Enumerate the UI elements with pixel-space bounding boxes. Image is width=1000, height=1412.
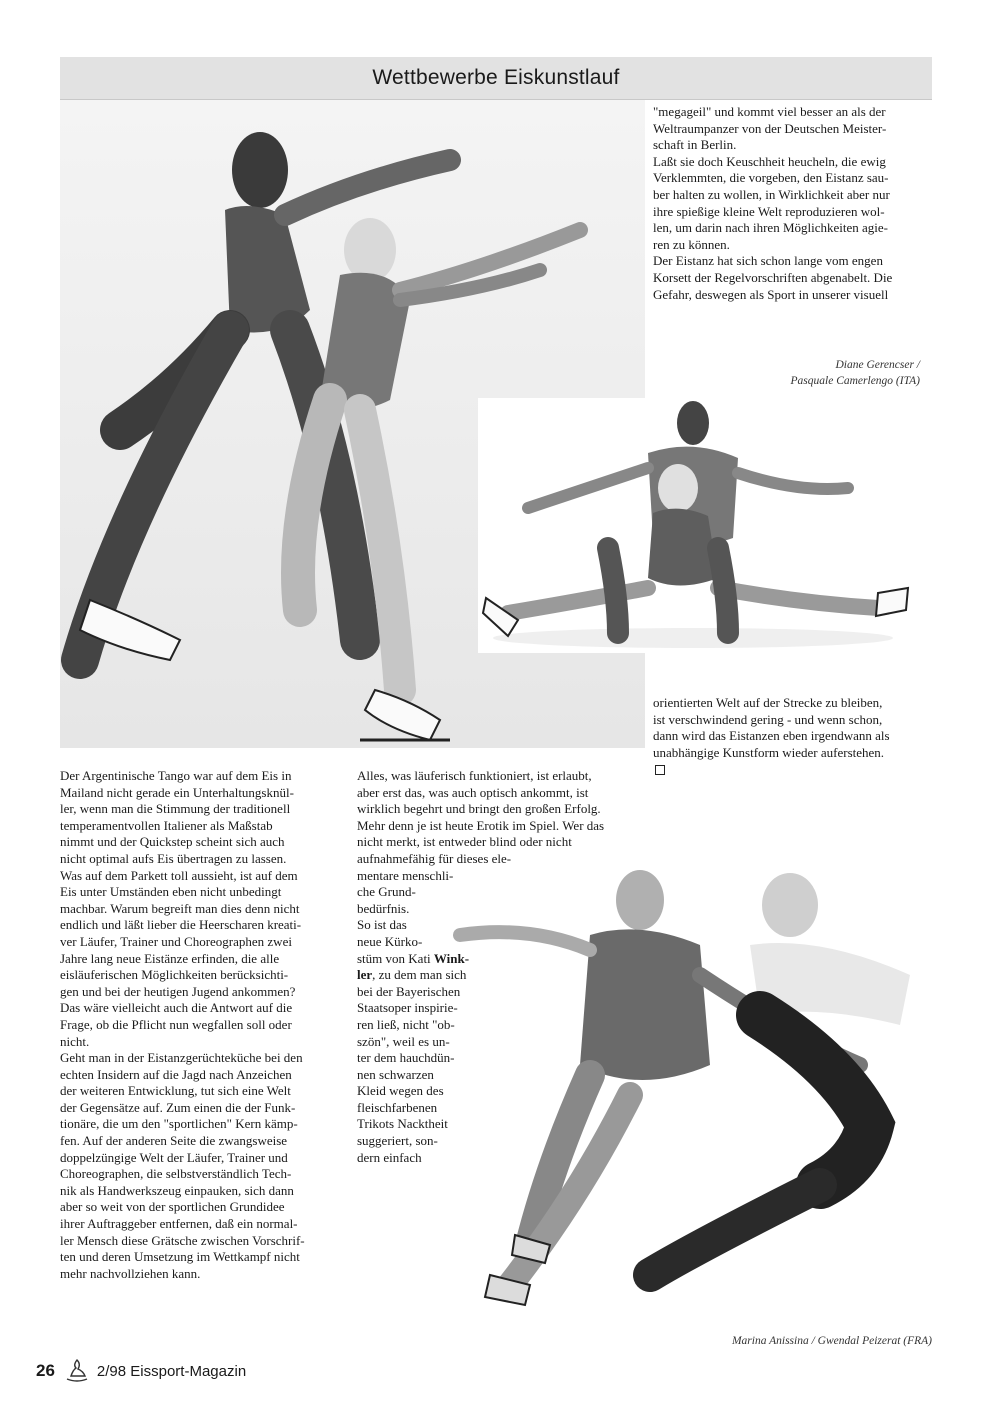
text-line: doppelzüngige Welt der Läufer, Trainer und [60, 1149, 288, 1165]
text-line: Kleid wegen des [357, 1083, 444, 1099]
text-line: eisläuferischen Möglichkeiten berücksichti- [60, 967, 289, 983]
text-line: orientierten Welt auf der Strecke zu bleiben, [653, 695, 883, 710]
caption-text: Marina Anissina / Gwendal Peizerat (FRA) [731, 1335, 932, 1347]
text-column-left [60, 768, 343, 1282]
text-column-right-top [653, 104, 933, 303]
text-line: Das wäre vielleicht auch die Antwort auf die [60, 1000, 293, 1016]
text-line: ver Läufer, Trainer und Choreographen zwei [60, 933, 292, 949]
text-line: Korsett der Regelvorschriften abgenabelt. Die [653, 269, 893, 285]
end-mark-line [653, 761, 933, 778]
issue-label: 2/98 Eissport-Magazin [96, 1362, 247, 1380]
text-wrap-medium [357, 951, 487, 1167]
text-line: Was auf dem Parkett toll aussieht, ist auf dem [60, 867, 298, 883]
text-line: aber so weit von der sportlichen Grundidee [60, 1199, 285, 1215]
text-line [357, 951, 487, 968]
text-line: fen. Auf der anderen Seite die zwangsweise [60, 1133, 288, 1149]
section-header-bar [60, 57, 932, 100]
text-line: mentare menschli- [357, 867, 454, 883]
photo-pair-split [478, 398, 930, 653]
text-line: ren ließ, nicht "ob- [357, 1016, 455, 1032]
text-fragment-bold: ler [357, 967, 373, 983]
text-line [357, 967, 487, 984]
text-line: ren zu können. [653, 236, 730, 252]
caption-line: Pasquale Camerlengo (ITA) [790, 375, 920, 387]
text-line: Trikots Nacktheit [357, 1116, 448, 1132]
text-line: endlich und läßt lieber die Heerscharen kreati- [60, 917, 302, 933]
text-line: fleischfarbenen [357, 1099, 438, 1115]
text-line: mehr nachvollziehen kann. [60, 1265, 201, 1281]
text-line: Geht man in der Eistanzgerüchteküche bei den [60, 1050, 303, 1066]
end-of-article-icon [655, 765, 665, 775]
text-line: Mailand nicht gerade ein Unterhaltungsknül- [60, 784, 294, 800]
text-line: temperamentvollen Italiener als Maßstab [60, 817, 273, 833]
text-line: che Grund- [357, 884, 416, 900]
text-line: Alles, was läuferisch funktioniert, ist erlaubt, [357, 768, 592, 783]
text-line: dern einfach [357, 1149, 422, 1165]
text-wrap-narrow [357, 868, 469, 951]
text-line: nen schwarzen [357, 1066, 434, 1082]
text-line: Der Eistanz hat sich schon lange vom engen [653, 253, 883, 269]
text-line: gen und bei der heutigen Jugend ankommen? [60, 983, 296, 999]
text-line: Frage, ob die Pflicht nun wegfallen soll oder [60, 1016, 292, 1032]
text-line: der weiteren Entwicklung, tut sich eine Welt [60, 1083, 291, 1099]
text-fragment-bold: Wink- [433, 950, 470, 966]
text-line: suggeriert, son- [357, 1133, 438, 1149]
text-line: Laßt sie doch Keuschheit heucheln, die ewig [653, 153, 886, 169]
text-line: Jahre lang neue Eistänze erfinden, die alle [60, 950, 280, 966]
text-line: "megageil" und kommt viel besser an als der [653, 104, 886, 119]
text-line: ler Mensch diese Grätsche zwischen Vorschrif- [60, 1232, 305, 1248]
text-line: echten Insidern auf die Jagd nach Anzeichen [60, 1066, 292, 1082]
caption-line: Diane Gerencser / [835, 359, 920, 371]
text-line: neue Kürko- [357, 933, 423, 949]
text-line: ler, wenn man die Stimmung der traditionell [60, 801, 291, 817]
text-line: ist verschwindend gering - und wenn schon, [653, 711, 883, 727]
text-line: nicht optimal aufs Eis übertragen zu lassen. [60, 850, 287, 866]
text-line: dann wird das Eistanzen eben irgendwann als [653, 728, 890, 744]
text-line: Weltraumpanzer von der Deutschen Meister- [653, 120, 887, 136]
photo-caption-bottom [620, 1333, 932, 1349]
text-fragment: , zu dem man sich [372, 967, 467, 983]
text-line: ter dem hauchdün- [357, 1050, 455, 1066]
text-line: ihre spießige kleine Welt reproduzieren wol- [653, 203, 885, 219]
text-fragment: stüm von Kati [357, 950, 434, 966]
text-line: Verklemmten, die vorgeben, den Eistanz sau- [653, 170, 889, 186]
text-line: Eis unter Umständen eben nicht unbedingt [60, 884, 282, 900]
text-line: Der Argentinische Tango war auf dem Eis in [60, 768, 292, 783]
text-line: schaft in Berlin. [653, 137, 737, 153]
text-column-middle [357, 768, 640, 1166]
page-number: 26 [36, 1361, 55, 1380]
text-line: nicht. [60, 1033, 90, 1049]
text-line: aufnahmefähig für dieses ele- [357, 850, 512, 866]
text-line: bei der Bayerischen [357, 983, 461, 999]
text-line: der Gegensätze auf. Zum einen die der Funk- [60, 1099, 296, 1115]
text-line: Choreographen, die selbstverständlich Tech- [60, 1166, 292, 1182]
text-line: nimmt und der Quickstep scheint sich auch [60, 834, 285, 850]
text-line: ber halten zu wollen, in Wirklichkeit aber nur [653, 186, 890, 202]
text-line: Gefahr, deswegen als Sport in unserer visuell [653, 286, 889, 302]
text-line: So ist das [357, 917, 407, 933]
text-line: szön", weil es un- [357, 1033, 450, 1049]
text-column-right-bottom [653, 695, 933, 778]
text-line: nicht merkt, ist entweder blind oder nicht [357, 834, 572, 850]
text-line: ten und deren Umsetzung im Wettkampf nicht [60, 1249, 300, 1265]
text-line: bedürfnis. [357, 900, 410, 916]
text-line: aber erst das, was auch optisch ankommt, ist [357, 784, 589, 800]
section-title: Wettbewerbe Eiskunstlauf [372, 66, 620, 89]
text-line: nik als Handwerkszeug einpauken, sich dann [60, 1182, 294, 1198]
text-line: Staatsoper inspirie- [357, 1000, 458, 1016]
skater-logo-icon [63, 1358, 91, 1384]
photo-caption-top [700, 357, 920, 389]
text-line: tionäre, die um den "sportlichen" Kern kämp- [60, 1116, 298, 1132]
text-line: ihrer Auftraggeber entfernen, daß ein normal- [60, 1216, 298, 1232]
page-footer [36, 1357, 246, 1385]
text-line: machbar. Warum begreift man dies denn nicht [60, 900, 300, 916]
text-line: unabhängige Kunstform wieder auferstehen. [653, 744, 885, 760]
text-line: Mehr denn je ist heute Erotik im Spiel. Wer das [357, 817, 605, 833]
text-line: wirklich begehrt und bringt den großen Erfolg. [357, 801, 601, 817]
text-line: len, um darin nach ihren Möglichkeiten agie- [653, 220, 889, 236]
